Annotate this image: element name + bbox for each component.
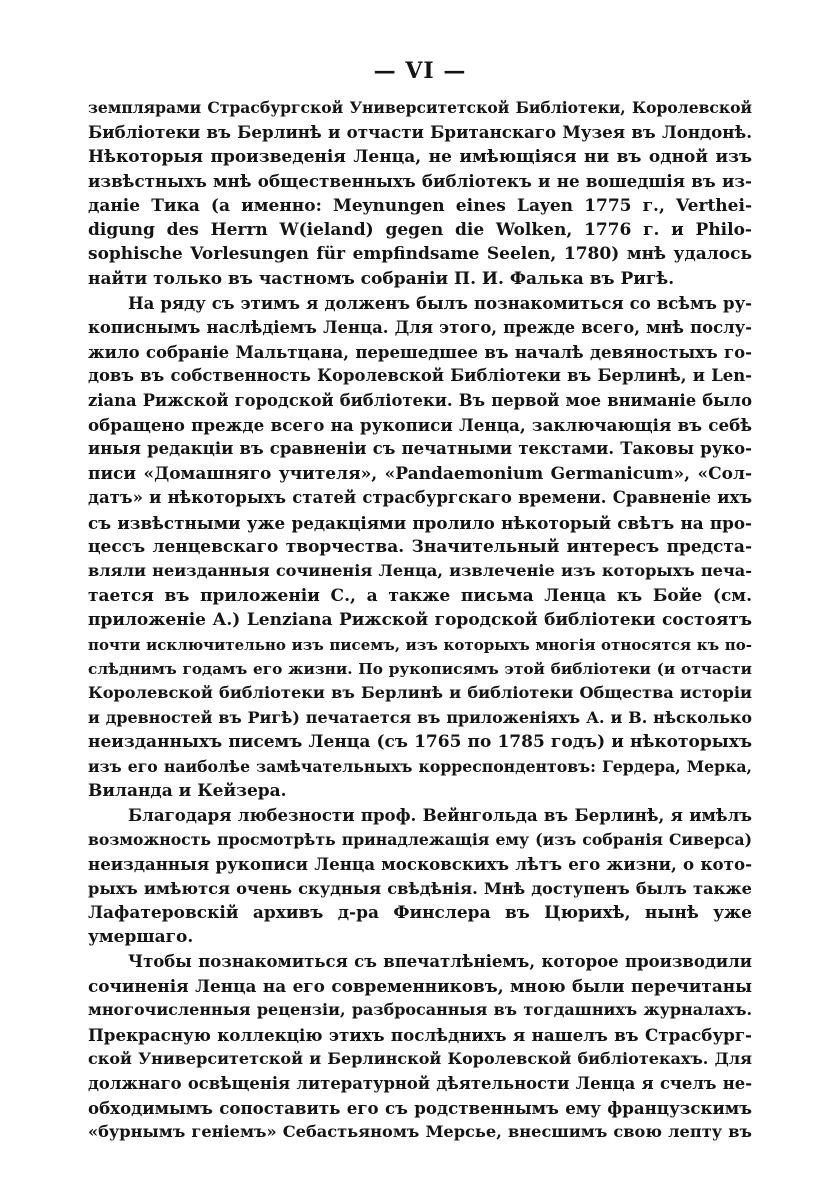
text-line: жило собраніе Мальтцана, перешедшее въ началѣ девяностыхъ го- xyxy=(88,341,752,362)
text-line: рыхъ имѣются очень скудныя свѣдѣнія. Мнѣ доступенъ былъ также xyxy=(88,878,752,898)
text-line: возможность просмотрѣть принадлежащія ему (изъ собранія Сиверса) xyxy=(88,829,752,849)
text-line: Библіотеки въ Берлинѣ и отчасти Британскаго Музея въ Лондонѣ. xyxy=(88,122,752,143)
text-line: неизданныя рукописи Ленца московскихъ лѣтъ его жизни, о кото- xyxy=(88,854,752,875)
text-line: вляли неизданныя сочиненія Ленца, извлеченіе изъ которыхъ печа- xyxy=(88,561,752,581)
text-line: земплярами Страсбургской Университетской Библіотеки, Королевской xyxy=(88,98,752,117)
text-line: Лафатеровскій архивъ д-ра Финслера въ Цюрихѣ, нынѣ уже xyxy=(88,902,752,923)
text-line: довъ въ собственность Королевской Библіотеки въ Берлинѣ, и Len- xyxy=(88,366,752,386)
page-number: — VI — xyxy=(373,58,467,84)
text-line: Благодаря любезности проф. Вейнгольда въ Берлинѣ, я имѣлъ xyxy=(128,805,752,826)
text-line: умершаго. xyxy=(88,927,194,948)
text-line: sophische Vorlesungen für empfindsame Seelen, 1780) мнѣ удалось xyxy=(88,244,752,265)
paragraph xyxy=(88,950,752,1145)
text-line: почти исключительно изъ писемъ, изъ которыхъ многія относятся къ по- xyxy=(88,635,752,654)
text-line: многочисленныя рецензіи, разбросанныя въ тогдашнихъ журналахъ. xyxy=(88,1000,752,1020)
text-line: ziana Рижской городской библіотеки. Въ первой мое вниманіе было xyxy=(88,390,752,410)
text-line: На ряду съ этимъ я долженъ былъ познакомиться со всѣмъ ру- xyxy=(128,293,752,314)
text-line: ской Университетской и Берлинской Королевской библіотекахъ. Для xyxy=(88,1049,752,1069)
text-line: обходимымъ сопоставить его съ родственнымъ ему французскимъ xyxy=(88,1098,752,1119)
text-line: Королевской библіотеки въ Берлинѣ и библіотеки Общества исторіи xyxy=(88,683,752,703)
paragraph xyxy=(88,96,752,291)
body-text xyxy=(88,96,752,1145)
text-line: слѣднимъ годамъ его жизни. По рукописямъ этой библіотеки (и отчасти xyxy=(88,659,752,678)
text-line: Виланда и Кейзера. xyxy=(88,780,287,801)
text-line: обращено прежде всего на рукописи Ленца, заключающія въ себѣ xyxy=(88,415,752,436)
text-line: «бурнымъ геніемъ» Себастьяномъ Мерсье, внесшимъ свою лепту въ xyxy=(88,1122,752,1142)
text-line: Прекрасную коллекцію этихъ послѣднихъ я нашелъ въ Страсбург- xyxy=(88,1024,752,1045)
text-line: съ извѣстными уже редакціями пролило нѣкоторый свѣтъ на про- xyxy=(88,512,752,533)
text-line: должнаго освѣщенія литературной дѣятельности Ленца я счелъ не- xyxy=(88,1073,752,1093)
paragraph xyxy=(88,803,752,949)
text-line: сочиненія Ленца на его современниковъ, мною были перечитаны xyxy=(88,976,752,997)
text-line: неизданныхъ писемъ Ленца (съ 1765 по 1785 годъ) и нѣкоторыхъ xyxy=(88,732,752,753)
text-line: датъ» и нѣкоторыхъ статей страсбургскаго времени. Сравненіе ихъ xyxy=(88,488,752,508)
text-line: даніе Тика (а именно: Meynungen eines Layen 1775 г., Verthei- xyxy=(88,195,752,216)
text-line: Чтобы познакомиться съ впечатлѣніемъ, которое производили xyxy=(128,951,752,971)
text-line: тается въ приложеніи С., а также письма Ленца къ Бойе (см. xyxy=(88,585,752,606)
text-line: писи «Домашняго учителя», «Pandaemonium Germanicum», «Сол- xyxy=(88,463,752,484)
text-line: извѣстныхъ мнѣ общественныхъ библіотекъ и не вошедшія въ из- xyxy=(88,171,752,192)
text-line: digung des Herrn W(ieland) gegen die Wolken, 1776 г. и Philo- xyxy=(88,219,752,240)
text-line: изъ его наиболѣе замѣчательныхъ корреспондентовъ: Гердера, Мерка, xyxy=(88,756,752,776)
text-line: Нѣкоторыя произведенія Ленца, не имѣющіяся ни въ одной изъ xyxy=(88,146,752,167)
text-line: иныя редакціи въ сравненіи съ печатными текстами. Таковы руко- xyxy=(88,439,752,459)
text-line: кописнымъ наслѣдіемъ Ленца. Для этого, прежде всего, мнѣ послу- xyxy=(88,317,752,337)
paragraph xyxy=(88,291,752,803)
text-line: найти только въ частномъ собраніи П. И. Фалька въ Ригѣ. xyxy=(88,268,675,289)
text-line: и древностей въ Ригѣ) печатается въ приложеніяхъ А. и В. нѣсколько xyxy=(88,707,752,727)
text-line: цессъ ленцевскаго творчества. Значительный интересъ предста- xyxy=(88,537,752,558)
text-line: приложеніе А.) Lenziana Рижской городской библіотеки состоятъ xyxy=(88,610,752,631)
